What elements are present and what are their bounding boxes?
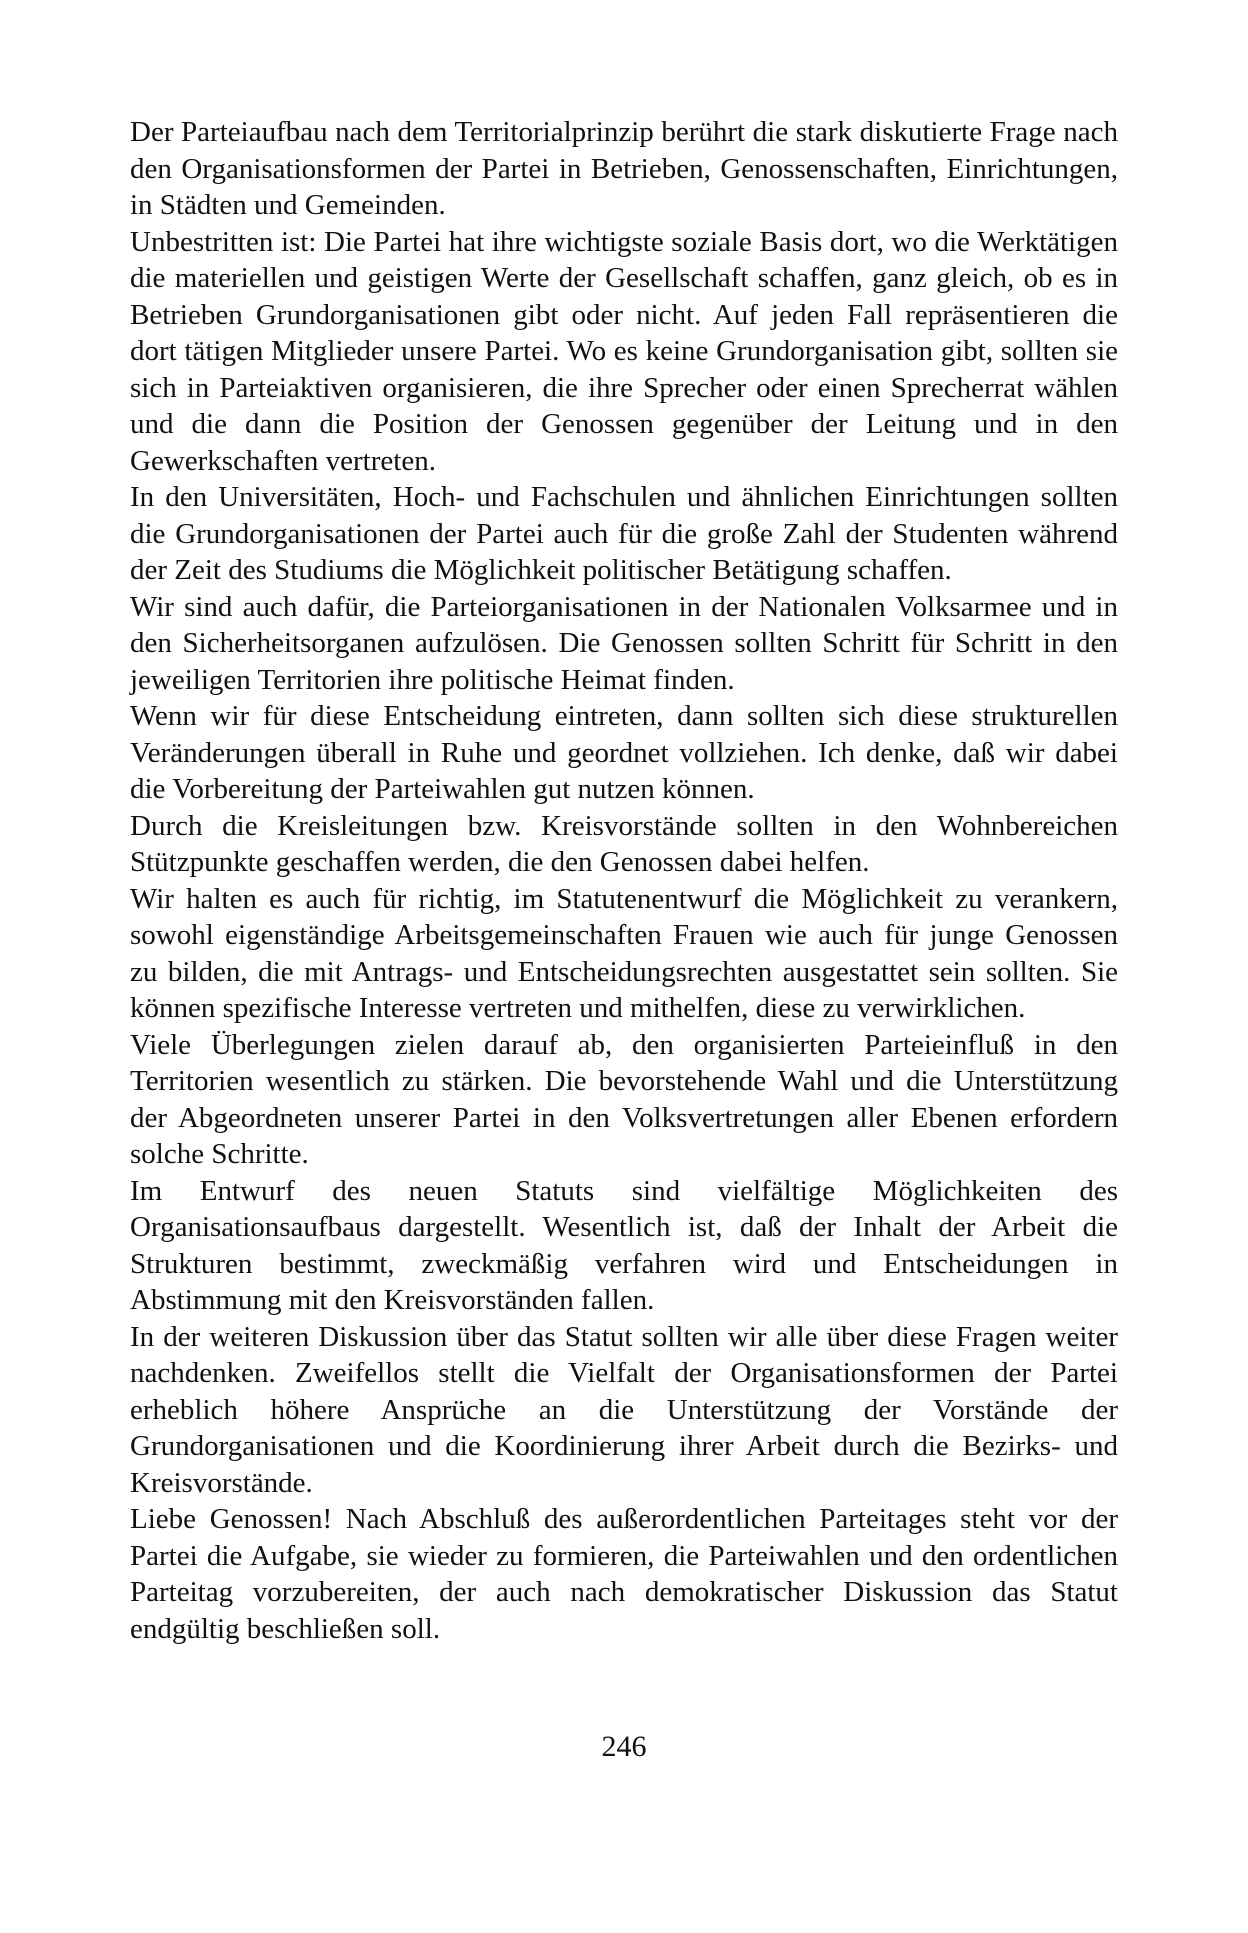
paragraph: Wenn wir für diese Entscheidung eintreten, dann sollten sich diese strukturellen Veränderungen überall in Ruhe und geordnet vollziehen. Ich denke, daß wir dabei die Vorbereitung der Parteiwahlen gut nutzen können.: [130, 700, 1118, 805]
paragraph: Viele Überlegungen zielen darauf ab, den organisierten Parteieinfluß in den Territorien wesentlich zu stärken. Die bevorstehende Wahl und die Unterstützung der Abgeordneten unserer Partei in den Volksvertretungen aller Ebenen erfordern solche Schritte.: [130, 1028, 1118, 1170]
body-text: [130, 114, 1118, 1647]
paragraph: In der weiteren Diskussion über das Statut sollten wir alle über diese Fragen weiter nachdenken. Zweifellos stellt die Vielfalt der Organisationsformen der Partei erheblich höhere Ansprüche an die Unterstützung der Vorstände der Grundorganisationen und die Koordinierung ihrer Arbeit durch die Bezirks- und Kreisvorstände.: [130, 1320, 1118, 1499]
paragraph: In den Universitäten, Hoch- und Fachschulen und ähnlichen Einrichtungen sollten die Grundorganisationen der Partei auch für die große Zahl der Studenten während der Zeit des Studiums die Möglichkeit politischer Betätigung schaffen.: [130, 481, 1118, 586]
paragraph: Liebe Genossen! Nach Abschluß des außerordentlichen Parteitages steht vor der Partei die Aufgabe, sie wieder zu formieren, die Parteiwahlen und den ordentlichen Parteitag vorzubereiten, der auch nach demokratischer Diskussion das Statut endgültig beschließen soll.: [130, 1503, 1118, 1645]
paragraph: Unbestritten ist: Die Partei hat ihre wichtigste soziale Basis dort, wo die Werktätigen die materiellen und geistigen Werte der Gesellschaft schaffen, ganz gleich, ob es in Betrieben Grundorganisationen gibt oder nicht. Auf jeden Fall repräsentieren die dort tätigen Mitglieder unsere Partei. Wo es keine Grundorganisation gibt, sollten sie sich in Parteiaktiven organisieren, die ihre Sprecher oder einen Sprecherrat wählen und die dann die Position der Genossen gegenüber der Leitung und in den Gewerkschaften vertreten.: [130, 225, 1118, 477]
paragraph: Wir halten es auch für richtig, im Statutenentwurf die Möglichkeit zu verankern, sowohl eigenständige Arbeitsgemeinschaften Frauen wie auch für junge Genossen zu bilden, die mit Antrags- und Entscheidungsrechten ausgestattet sein sollten. Sie können spezifische Interesse vertreten und mithelfen, diese zu verwirklichen.: [130, 882, 1118, 1024]
paragraph: Durch die Kreisleitungen bzw. Kreisvorstände sollten in den Wohnbereichen Stützpunkte geschaffen werden, die den Genossen dabei helfen.: [130, 809, 1118, 878]
page-number: 246: [601, 1730, 647, 1763]
paragraph: Der Parteiaufbau nach dem Territorialprinzip berührt die stark diskutierte Frage nach den Organisationsformen der Partei in Betrieben, Genossenschaften, Einrichtungen, in Städten und Gemeinden.: [130, 116, 1118, 221]
paragraph: Im Entwurf des neuen Statuts sind vielfältige Möglichkeiten des Organisationsaufbaus dargestellt. Wesentlich ist, daß der Inhalt der Arbeit die Strukturen bestimmt, zweckmäßig verfahren wird und Entscheidungen in Abstimmung mit den Kreisvorständen fallen.: [130, 1174, 1118, 1316]
paragraph: Wir sind auch dafür, die Parteiorganisationen in der Nationalen Volksarmee und in den Sicherheitsorganen aufzulösen. Die Genossen sollten Schritt für Schritt in den jeweiligen Territorien ihre politische Heimat finden.: [130, 590, 1118, 696]
